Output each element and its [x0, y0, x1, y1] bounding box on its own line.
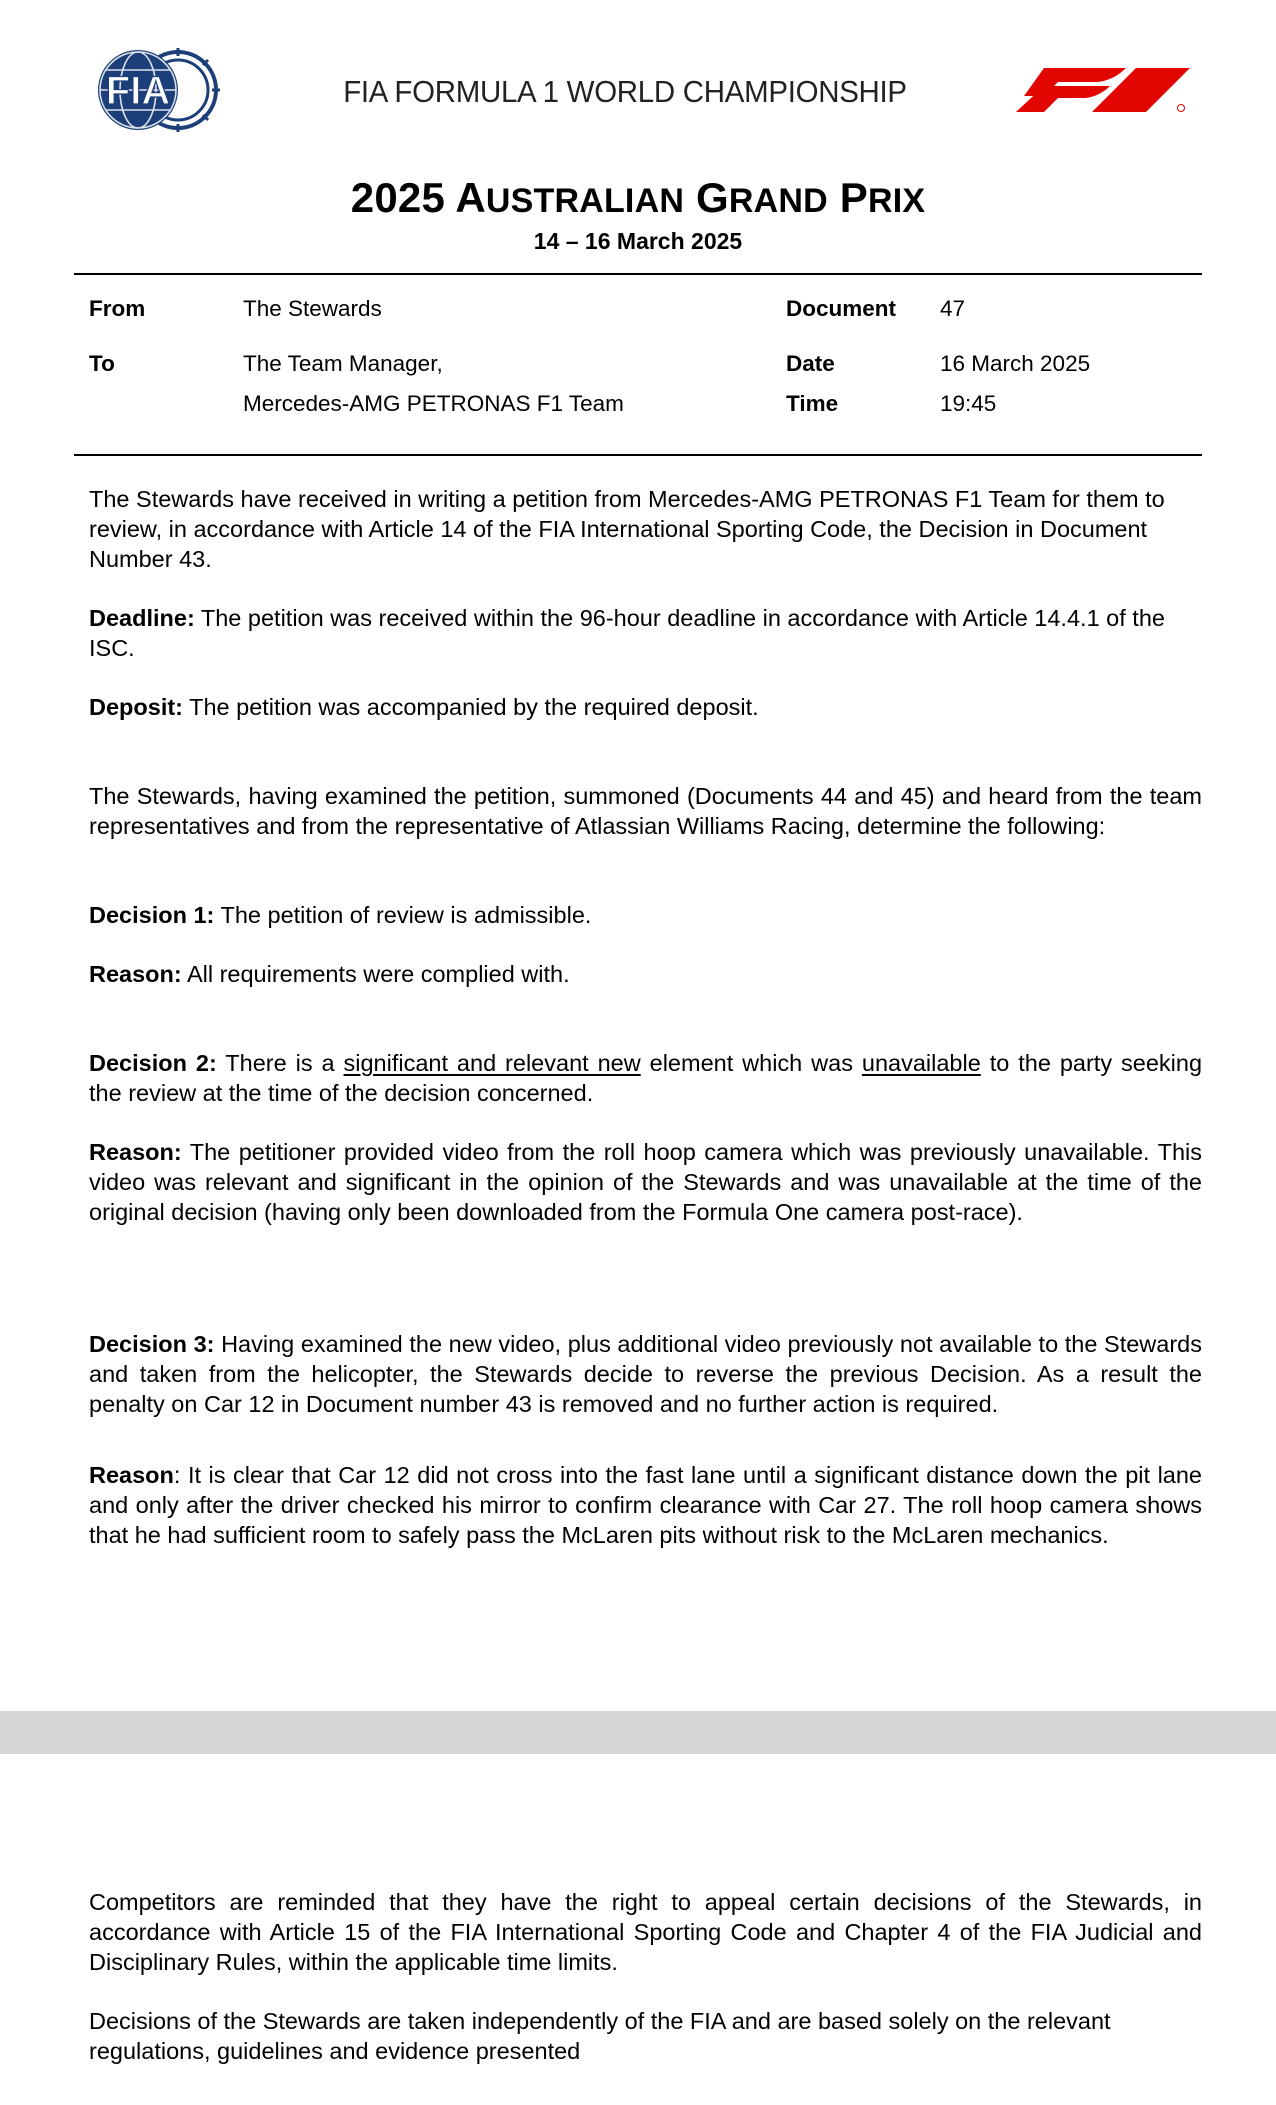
reason-2: Reason: The petitioner provided video from the roll hoop camera which was previously unavailable. This video was relevant and significant in the opinion of the Stewards and was unavailable at the time of the original decision (having only been downloaded from the Formula One camera post-race). [89, 1139, 1202, 1225]
underlined-phrase: significant and relevant new [343, 1050, 641, 1076]
reason-1-label: Reason: [89, 961, 182, 987]
from-label: From [89, 296, 146, 321]
deposit-paragraph: Deposit: The petition was accompanied by the required deposit. [89, 694, 759, 720]
underlined-word: unavailable [861, 1050, 981, 1076]
decision-3: Decision 3: Having examined the new video, plus additional video previously not available to the Stewards and taken from the helicopter, the Stewards decide to reverse the previous Decision. As a result the penalty on Car 12 in Document number 43 is removed and no further action is required. [89, 1331, 1202, 1417]
deadline-label: Deadline: [89, 605, 195, 631]
championship-title: FIA FORMULA 1 WORLD CHAMPIONSHIP [343, 74, 907, 109]
race-title: 2025 AUSTRALIAN GRAND PRIX [350, 174, 926, 221]
intro-paragraph: The Stewards have received in writing a petition from Mercedes-AMG PETRONAS F1 Team for them to review, in accordance with Article 14 of the FIA International Sporting Code, the Decision in Document Number 43. [89, 486, 1165, 572]
decision-3-label: Decision 3: [89, 1331, 215, 1357]
f1-logo [1014, 66, 1194, 114]
from-value: The Stewards [243, 296, 382, 321]
reason-3-label: Reason [89, 1462, 174, 1488]
date-value: 16 March 2025 [940, 351, 1091, 376]
to-line-1: The Team Manager, [243, 351, 443, 376]
decision-1: Decision 1: The petition of review is admissible. [89, 902, 592, 928]
appeal-notice: Competitors are reminded that they have the right to appeal certain decisions of the Stewards, in accordance with Article 15 of the FIA International Sporting Code and Chapter 4 of the FIA Judicial and Disciplinary Rules, within the applicable time limits. [89, 1889, 1202, 1975]
to-label: To [89, 351, 115, 376]
deposit-label: Deposit: [89, 694, 183, 720]
document-header [0, 0, 1276, 140]
to-line-2: Mercedes-AMG PETRONAS F1 Team [243, 391, 624, 416]
independence-notice: Decisions of the Stewards are taken independently of the FIA and are based solely on the relevant regulations, guidelines and evidence presented [89, 2008, 1111, 2064]
deadline-paragraph: Deadline: The petition was received within the 96-hour deadline in accordance with Article 14.4.1 of the ISC. [89, 605, 1165, 661]
race-dates: 14 – 16 March 2025 [533, 228, 743, 254]
reason-2-label: Reason: [89, 1139, 182, 1165]
time-value: 19:45 [940, 391, 997, 416]
meta-divider [74, 454, 1202, 456]
fia-logo [92, 46, 220, 134]
fia-logo-text: FIA [105, 69, 171, 113]
decision-2: Decision 2: There is a significant and relevant new element which was unavailable to the party seeking the review at the time of the decision concerned. [89, 1050, 1203, 1106]
reason-3: Reason: It is clear that Car 12 did not cross into the fast lane until a significant distance down the pit lane and only after the driver checked his mirror to confirm clearance with Car 27. The roll hoop camera shows that he had sufficient room to safely pass the McLaren pits without risk to the McLaren mechanics. [89, 1462, 1202, 1548]
footer-band [0, 1711, 1276, 1754]
document-label: Document [786, 296, 897, 321]
time-label: Time [786, 391, 839, 416]
decision-1-label: Decision 1: [89, 902, 215, 928]
reason-1: Reason: All requirements were complied with. [89, 961, 570, 987]
header-divider [74, 273, 1202, 275]
examination-paragraph: The Stewards, having examined the petition, summoned (Documents 44 and 45) and heard from the team representatives and from the representative of Atlassian Williams Racing, determine the following: [89, 783, 1202, 839]
document-number: 47 [940, 296, 966, 321]
date-label: Date [786, 351, 835, 376]
decision-2-label: Decision 2: [89, 1050, 217, 1076]
